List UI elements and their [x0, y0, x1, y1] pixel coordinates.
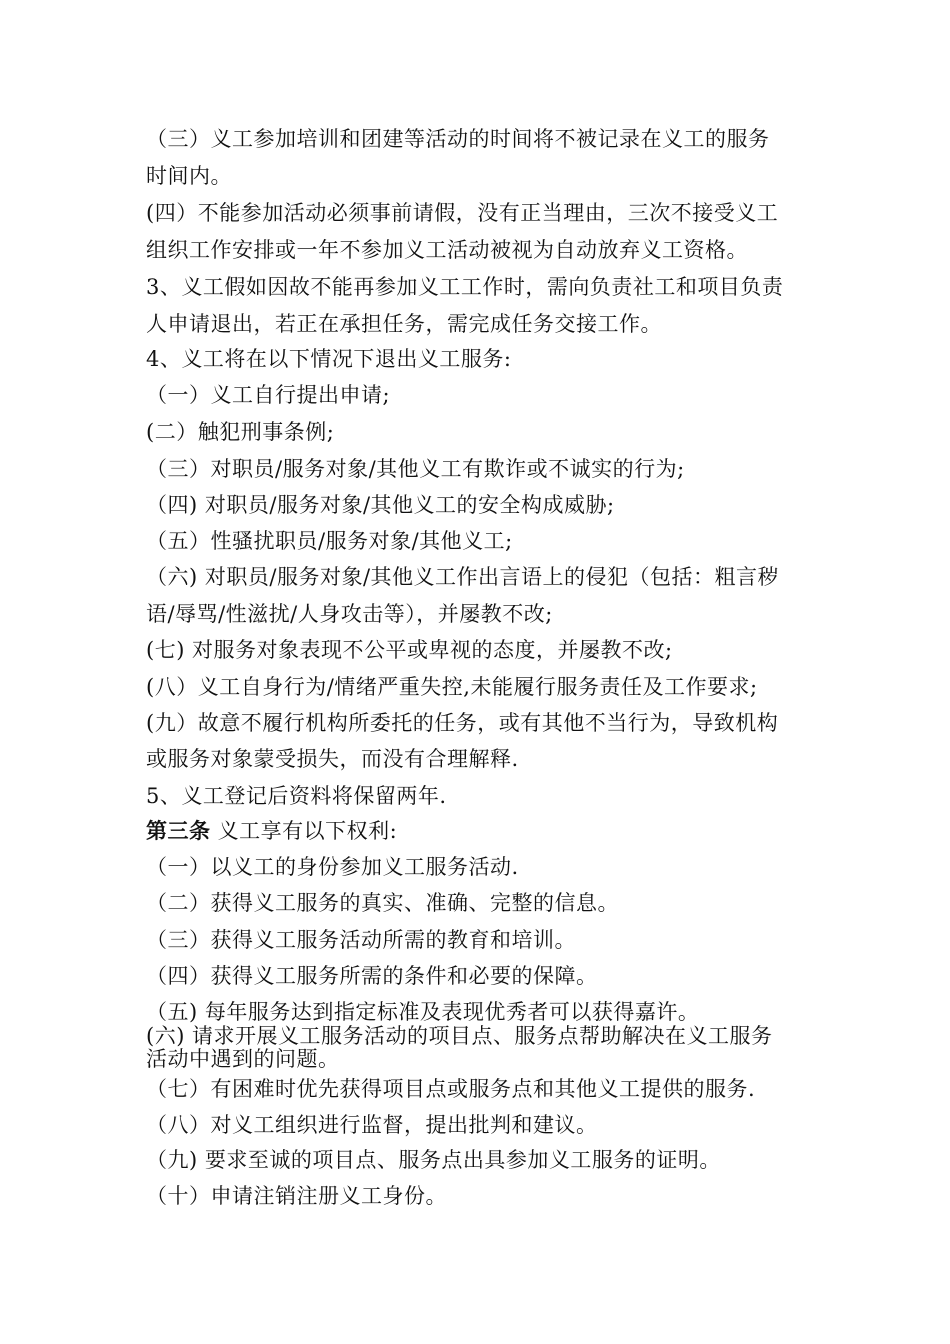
text-line: 或服务对象蒙受损失，而没有合理解释. — [146, 747, 519, 771]
rights-item: （一）以义工的身份参加义工服务活动. — [146, 855, 519, 879]
text-line: 3、义工假如因故不能再参加义工工作时，需向负责社工和项目负责 — [146, 275, 784, 299]
text-line: (八）义工自身行为/情绪严重失控,未能履行服务责任及工作要求; — [146, 675, 758, 699]
text-line: (二）触犯刑事条例; — [146, 420, 335, 444]
text-line: （六) 对职员/服务对象/其他义工作出言语上的侵犯（包括：粗言秽 — [146, 565, 780, 589]
article-text: 义工享有以下权利: — [210, 819, 398, 843]
rights-item: （七）有困难时优先获得项目点或服务点和其他义工提供的服务. — [146, 1077, 756, 1101]
rights-item: （三）获得义工服务活动所需的教育和培训。 — [146, 928, 576, 952]
text-line: （四) 对职员/服务对象/其他义工的安全构成威胁; — [146, 493, 615, 517]
text-line: 人申请退出，若正在承担任务，需完成任务交接工作。 — [146, 312, 662, 336]
article-heading — [146, 817, 816, 845]
text-line: (九）故意不履行机构所委托的任务，或有其他不当行为，导致机构 — [146, 711, 779, 735]
text-line: 时间内。 — [146, 164, 232, 188]
text-line: （五）性骚扰职员/服务对象/其他义工; — [146, 529, 513, 553]
article-label: 第三条 — [146, 819, 211, 843]
rights-item: (六) 请求开展义工服务活动的项目点、服务点帮助解决在义工服务 — [146, 1024, 773, 1048]
rights-item: （八）对义工组织进行监督，提出批判和建议。 — [146, 1113, 598, 1137]
rights-item: （二）获得义工服务的真实、准确、完整的信息。 — [146, 891, 619, 915]
text-line: 组织工作安排或一年不参加义工活动被视为自动放弃义工资格。 — [146, 238, 748, 262]
text-line: (七) 对服务对象表现不公平或卑视的态度，并屡教不改; — [146, 638, 673, 662]
text-line: 语/辱骂/性滋扰/人身攻击等），并屡教不改; — [146, 602, 553, 626]
rights-item: （四）获得义工服务所需的条件和必要的保障。 — [146, 964, 598, 988]
rights-item: 活动中遇到的问题。 — [146, 1047, 340, 1071]
text-line: 5、义工登记后资料将保留两年. — [146, 784, 447, 808]
text-line: 4、义工将在以下情况下退出义工服务: — [146, 347, 512, 371]
text-line: （三）对职员/服务对象/其他义工有欺诈或不诚实的行为; — [146, 457, 685, 481]
rights-item: （十）申请注销注册义工身份。 — [146, 1184, 447, 1208]
text-line: （三）义工参加培训和团建等活动的时间将不被记录在义工的服务 — [146, 127, 770, 151]
rights-item: （五) 每年服务达到指定标准及表现优秀者可以获得嘉许。 — [146, 1000, 700, 1024]
rights-item: （九) 要求至诚的项目点、服务点出具参加义工服务的证明。 — [146, 1148, 721, 1172]
text-line: （一）义工自行提出申请; — [146, 383, 391, 407]
text-line: (四）不能参加活动必须事前请假，没有正当理由，三次不接受义工 — [146, 201, 779, 225]
